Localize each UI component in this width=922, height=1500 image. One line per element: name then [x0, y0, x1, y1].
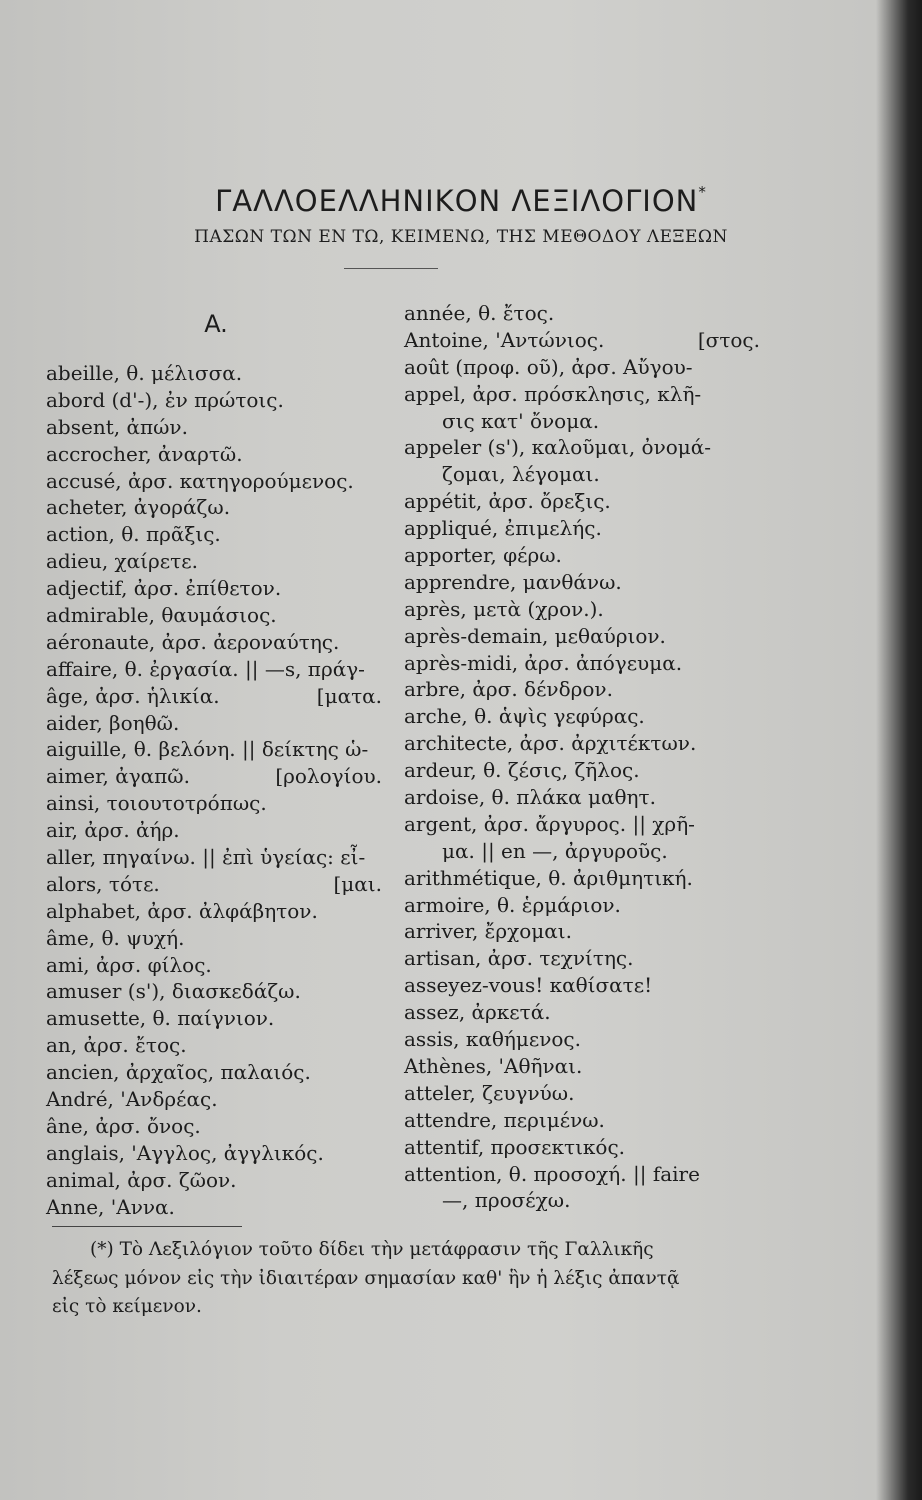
dictionary-entry [46, 790, 386, 817]
page-title [0, 183, 922, 218]
entry-text: action, θ. πρᾶξις. [46, 522, 221, 547]
dictionary-entry [404, 327, 764, 354]
footnote [52, 1236, 758, 1322]
dictionary-entry [46, 736, 386, 763]
dictionary-entry [404, 730, 764, 757]
entry-text: âne, ἀρσ. ὄνος. [46, 1113, 201, 1138]
dictionary-entry [404, 515, 764, 542]
dictionary-entry [46, 844, 386, 871]
entry-text: abord (d'-), ἐν πρώτοις. [46, 387, 284, 412]
dictionary-entry [46, 1140, 386, 1167]
entry-text: appeler (s'), καλοῦμαι, ὀνομά- [404, 435, 712, 460]
dictionary-entry [404, 784, 764, 811]
entry-text: ami, ἀρσ. φίλος. [46, 952, 212, 977]
entry-text: affaire, θ. ἐργασία. || —s, πράγ- [46, 656, 365, 681]
dictionary-entry [46, 925, 386, 952]
dictionary-entry [46, 683, 386, 710]
entry-text: attentif, προσεκτικός. [404, 1134, 626, 1159]
entry-text: appétit, ἀρσ. ὄρεξις. [404, 489, 611, 514]
title-divider [344, 268, 438, 269]
entry-text: argent, ἀρσ. ἄργυρος. || χρῆ- [404, 811, 695, 836]
entry-text: apprendre, μανθάνω. [404, 569, 622, 594]
entry-text: abeille, θ. μέλισσα. [46, 361, 243, 385]
dictionary-entry [404, 381, 764, 408]
dictionary-entry [404, 461, 764, 488]
entry-text: accusé, ἀρσ. κατηγορούμενος. [46, 468, 354, 493]
dictionary-entry [404, 569, 764, 596]
entry-text: alors, τότε. [46, 871, 160, 896]
dictionary-entry [46, 710, 386, 737]
entry-text: ζομαι, λέγομαι. [442, 462, 600, 487]
entry-text: année, θ. ἔτος. [404, 301, 555, 325]
entry-continuation: [ρολογίου. [275, 764, 382, 789]
entry-text: assis, καθήμενος. [404, 1027, 581, 1052]
dictionary-entry [46, 978, 386, 1005]
entry-text: aéronaute, ἀρσ. ἀεροναύτης. [46, 629, 340, 654]
dictionary-entry [404, 1134, 764, 1161]
dictionary-entry [46, 871, 386, 898]
entry-text: André, 'Ανδρέας. [46, 1087, 218, 1112]
entry-text: air, ἀρσ. ἀήρ. [46, 818, 180, 843]
entry-text: alphabet, ἀρσ. ἀλφάβητον. [46, 898, 318, 923]
entry-text: armoire, θ. ἑρμάριον. [404, 892, 621, 917]
footnote-divider [52, 1226, 242, 1227]
entry-text: amusette, θ. παίγνιον. [46, 1006, 275, 1031]
entry-continuation: [ματα. [316, 683, 382, 708]
dictionary-entry [404, 650, 764, 677]
dictionary-entry [404, 865, 764, 892]
entry-text: arriver, ἔρχομαι. [404, 919, 573, 944]
entry-text: aller, πηγαίνω. || ἐπὶ ὑγείας: εἶ- [46, 845, 366, 870]
dictionary-entry [404, 542, 764, 569]
entry-text: arbre, ἀρσ. δένδρον. [404, 677, 613, 702]
entry-text: admirable, θαυμάσιος. [46, 603, 277, 628]
entry-text: adjectif, ἀρσ. ἐπίθετον. [46, 576, 282, 601]
dictionary-entry [404, 1161, 764, 1188]
dictionary-entry [404, 703, 764, 730]
dictionary-entry [46, 1113, 386, 1140]
dictionary-entry [46, 629, 386, 656]
left-column [46, 300, 386, 1221]
entry-text: σις κατ' ὄνομα. [442, 408, 600, 433]
dictionary-entry [46, 1167, 386, 1194]
entry-text: ardoise, θ. πλάκα μαθητ. [404, 785, 656, 810]
entry-text: âme, θ. ψυχή. [46, 925, 185, 950]
entry-text: amuser (s'), διασκεδάζω. [46, 979, 301, 1004]
dictionary-entry [404, 811, 764, 838]
dictionary-entry [404, 892, 764, 919]
entry-text: appel, ἀρσ. πρόσκλησις, κλῆ- [404, 381, 702, 406]
dictionary-entry [404, 676, 764, 703]
footnote-line: λέξεως μόνον εἰς τὴν ἰδιαιτέραν σημασίαν καθ' ἣν ἡ λέξις ἀπαντᾷ [52, 1267, 680, 1289]
entry-text: adieu, χαίρετε. [46, 549, 198, 574]
entry-text: âge, ἀρσ. ἡλικία. [46, 683, 220, 708]
entry-text: assez, ἀρκετά. [404, 1000, 551, 1025]
entry-text: août (προφ. οῦ), ἀρσ. Αὔγου- [404, 354, 693, 379]
dictionary-entry [404, 1026, 764, 1053]
entry-text: acheter, ἀγοράζω. [46, 495, 231, 520]
entry-text: absent, ἀπών. [46, 414, 188, 439]
entry-text: asseyez-vous! καθίσατε! [404, 973, 653, 998]
right-column [404, 300, 764, 1214]
footnote-marker: * [698, 183, 707, 201]
dictionary-entry [404, 354, 764, 381]
entry-text: artisan, ἀρσ. τεχνίτης. [404, 946, 634, 971]
entry-text: appliqué, ἐπιμελής. [404, 516, 602, 541]
dictionary-entry [404, 999, 764, 1026]
dictionary-entry [404, 1053, 764, 1080]
entry-text: μα. || en —, ἀργυροῦς. [442, 838, 668, 863]
dictionary-entry [46, 548, 386, 575]
footnote-line: εἰς τὸ κείμενον. [52, 1296, 202, 1317]
dictionary-entry [404, 918, 764, 945]
dictionary-entry [46, 360, 386, 387]
dictionary-entry [46, 468, 386, 495]
dictionary-entry [46, 898, 386, 925]
entry-text: aider, βοηθῶ. [46, 710, 180, 735]
right-entries [404, 300, 764, 1214]
entry-text: anglais, 'Αγγλος, ἀγγλικός. [46, 1140, 324, 1165]
dictionary-entry [404, 1107, 764, 1134]
dictionary-entry [46, 414, 386, 441]
entry-text: ainsi, τοιουτοτρόπως. [46, 791, 267, 816]
entry-text: animal, ἀρσ. ζῶον. [46, 1167, 237, 1192]
entry-continuation: [μαι. [333, 871, 382, 896]
dictionary-entry [46, 952, 386, 979]
dictionary-entry [404, 623, 764, 650]
page-subtitle: ΠΑΣΩΝ ΤΩΝ ΕΝ ΤΩ, ΚΕΙΜΕΝΩ, ΤΗΣ ΜΕΘΟΔΟΥ ΛΕΞΕΩΝ [194, 227, 728, 247]
dictionary-entry [46, 521, 386, 548]
title-text: ΓΑΛΛΟΕΛΛΗΝΙΚΟΝ ΛΕΞΙΛΟΓΙΟΝ [215, 184, 699, 218]
entry-text: Athènes, 'Αθῆναι. [404, 1053, 583, 1078]
entry-text: an, ἀρσ. ἔτος. [46, 1033, 187, 1058]
footnote-line: (*) Τὸ Λεξιλόγιον τοῦτο δίδει τὴν μετάφρασιν τῆς Γαλλικῆς [90, 1239, 654, 1260]
entry-text: aiguille, θ. βελόνη. || δείκτης ὡ- [46, 737, 369, 762]
entry-text: après, μετὰ (χρον.). [404, 596, 604, 621]
dictionary-entry [46, 1032, 386, 1059]
dictionary-entry [46, 441, 386, 468]
dictionary-entry [404, 838, 764, 865]
dictionary-entry [46, 494, 386, 521]
entry-text: ancien, ἀρχαῖος, παλαιός. [46, 1060, 311, 1085]
entry-text: atteler, ζευγνύω. [404, 1080, 575, 1105]
entry-text: ardeur, θ. ζέσις, ζῆλος. [404, 758, 640, 783]
dictionary-entry [46, 1194, 386, 1221]
dictionary-entry [46, 763, 386, 790]
dictionary-entry [46, 602, 386, 629]
dictionary-entry [46, 656, 386, 683]
left-entries [46, 360, 386, 1221]
entry-text: après-midi, ἀρσ. ἀπόγευμα. [404, 650, 683, 675]
entry-continuation: [στος. [697, 327, 760, 352]
dictionary-entry [404, 596, 764, 623]
dictionary-entry [404, 757, 764, 784]
entry-text: apporter, φέρω. [404, 543, 562, 568]
entry-text: arche, θ. ἁψὶς γεφύρας. [404, 704, 645, 729]
entry-text: attention, θ. προσοχή. || faire [404, 1161, 700, 1186]
dictionary-entry [404, 972, 764, 999]
entry-text: attendre, περιμένω. [404, 1107, 605, 1132]
dictionary-entry [404, 300, 764, 327]
dictionary-entry [404, 1080, 764, 1107]
dictionary-entry [46, 1005, 386, 1032]
entry-text: arithmétique, θ. ἀριθμητική. [404, 865, 693, 890]
entry-text: accrocher, ἀναρτῶ. [46, 441, 243, 466]
entry-text: Anne, 'Αννα. [46, 1194, 175, 1219]
dictionary-entry [404, 1187, 764, 1214]
entry-text: —, προσέχω. [442, 1188, 571, 1213]
entry-text: architecte, ἀρσ. ἀρχιτέκτων. [404, 731, 697, 756]
dictionary-entry [46, 575, 386, 602]
entry-text: aimer, ἀγαπῶ. [46, 764, 190, 789]
dictionary-entry [404, 488, 764, 515]
dictionary-entry [404, 434, 764, 461]
section-letter: A. [204, 310, 228, 338]
dictionary-entry [404, 408, 764, 435]
dictionary-entry [46, 817, 386, 844]
dictionary-entry [404, 945, 764, 972]
dictionary-entry [46, 1086, 386, 1113]
entry-text: après-demain, μεθαύριον. [404, 623, 666, 648]
entry-text: Antoine, 'Αντώνιος. [404, 327, 605, 352]
dictionary-entry [46, 387, 386, 414]
dictionary-entry [46, 1059, 386, 1086]
